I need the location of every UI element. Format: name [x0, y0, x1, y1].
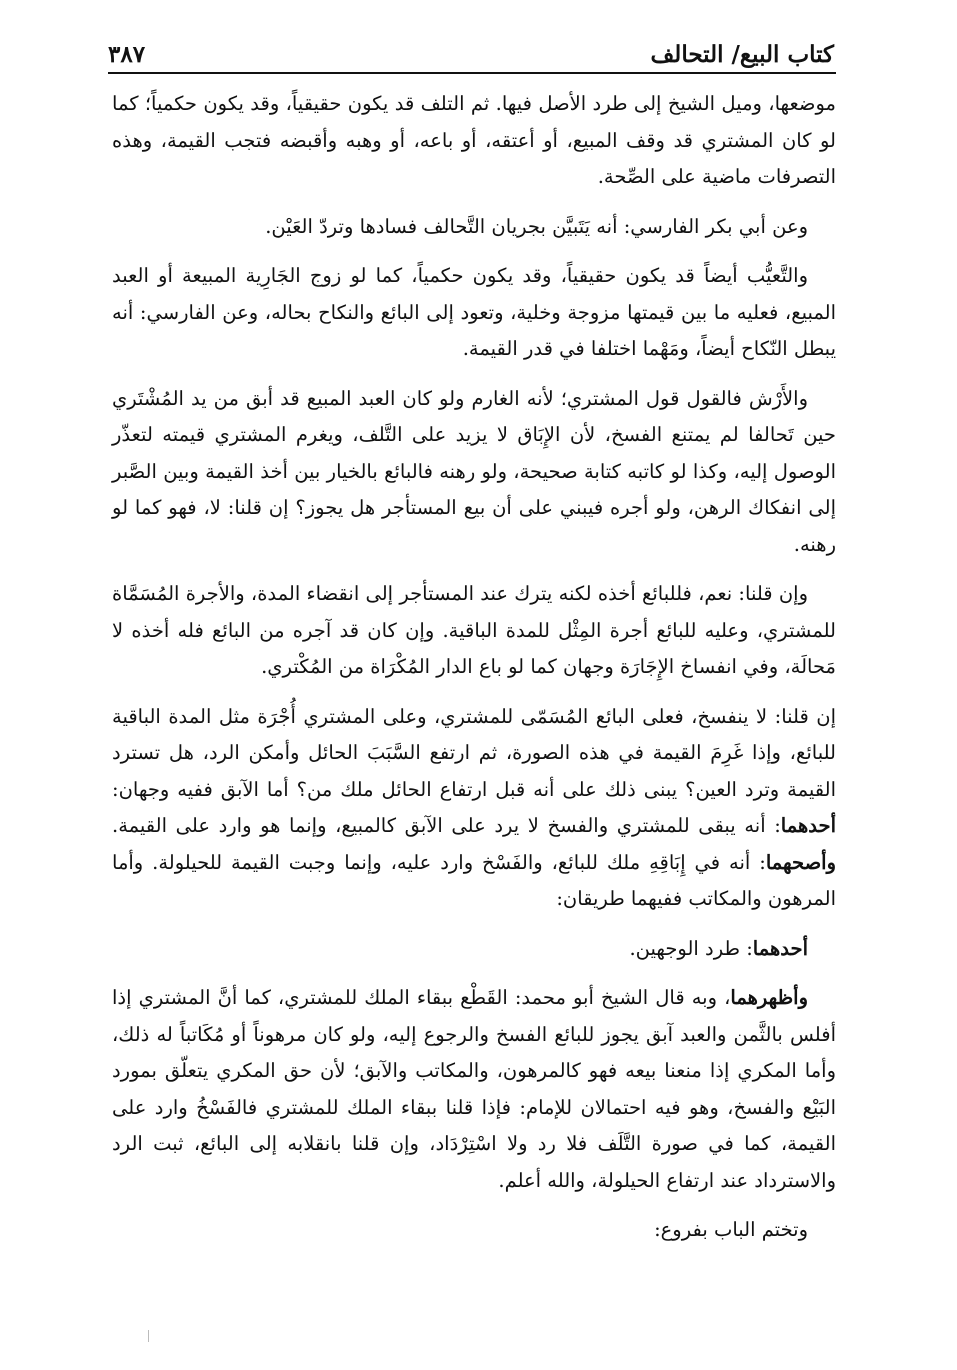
paragraph-7-bold: أحدهما — [752, 936, 808, 960]
paragraph-7 — [112, 931, 836, 968]
paragraph-9: وتختم الباب بفروع: — [654, 1218, 808, 1241]
page-body — [112, 86, 836, 1262]
paragraph-4: والأَرْش فالقول قول المشتري؛ لأنه الغارم ولو كان العبد المبيع قد أبق من يد المُشْتَري حين تَحالفا لم يمتنع الفسخ، لأن الإِبَاق لا يزيد على التَّلف، ويغرم المشتري قيمته لتعذّر الوصول إليه، وكذا لو كاتبه كتابة صحيحة، ولو رهنه فالبائع بالخيار بين أخذ القيمة وبين الصَّبر إلى انفكاك الرهن، ولو أجره فيبني على أن بيع المستأجر هل يجوز؟ إن قلنا: لا، فهو كما لو رهنه. — [112, 386, 836, 556]
paragraph-1: موضعها، وميل الشيخ إلى طرد الأصل فيها. ثم التلف قد يكون حقيقياً، وقد يكون حكمياً؛ كما لو كان المشتري قد وقف المبيع، أو أعتقه، أو باعه، أو وهبه وأقبضه فتجب القيمة، وهذه التصرفات ماضية على الصِّحة. — [112, 92, 836, 188]
paragraph-2: وعن أبي بكر الفارسي: أنه يَتَبيَّن بجريان التَّحالف فسادها وتردّ العَيْن. — [265, 214, 808, 238]
page-number: ٣٨٧ — [108, 41, 146, 68]
running-title: كتاب البيع/ التحالف — [650, 41, 834, 68]
paragraph-8 — [112, 980, 836, 1199]
paragraph-6-part-3: : أنه في إِبَاقِهِ ملك للبائع، والفَسْخ وارد عليه، وإنما وجبت القيمة للحيلولة. وأما المرهون والمكاتب ففيهما طريقان: — [112, 850, 836, 910]
paragraph-8-text: ، وبه قال الشيخ أبو محمد: القَطْع ببقاء الملك للمشتري، كما أنَّ المشتري إذا أفلس بالثَّمن والعبد آبق يجوز للبائع الفسخ والرجوع إليه، ولو كان مرهوناً أو مُكَاتباً له ذلك، وأما المكري إذا منعنا بيعه فهو كالمرهون، والمكاتب والآبق؛ لأن حق المكري يتعلّق بمورد البَيْع والفسخ، وهو فيه احتمالان للإمام: فإذا قلنا ببقاء الملك للمشتري فالفَسْخُ وارد على القيمة، كما في صورة التَّلَف فلا رد ولا اسْتِرْدَاد، وإن قلنا بانقلابه إلى البائع، ثبت الرد والاسترداد عند ارتفاع الحيلولة، والله أعلم. — [112, 986, 836, 1192]
paragraph-6-part-2: : أنه يبقى للمشتري والفسخ لا يرد على الآبق كالمبيع، وإنما هو وارد على القيمة. — [112, 814, 781, 837]
paragraph-6 — [112, 699, 836, 918]
paragraph-6-part-1: إن قلنا: لا ينفسخ، فعلى البائع المُسَمّى للمشتري، وعلى المشتري أُجْرَة مثل المدة الباقية للبائع، وإذا غَرِمَ القيمة في هذه الصورة، ثم ارتفع السَّبَبَ الحائل وأمكن الرد، هل تسترد القيمة وترد العين؟ يبنى ذلك على أنه قبل ارتفاع الحائل ملك من؟ أما الآبق ففيه وجهان: — [112, 704, 837, 801]
paragraph-8-bold: وأظهرهما — [730, 986, 808, 1009]
paragraph-6-bold-1: أحدهما — [780, 814, 836, 837]
header-rule — [108, 72, 836, 74]
paragraph-3: والتَّعيُّب أيضاً قد يكون حقيقياً، وقد يكون حكمياً، كما لو زوج الجَارِية المبيعة أو العبد المبيع، فعليه ما بين قيمتها مزوجة وخلية، وتعود إلى البائع والنكاح بحاله، وعن الفارسي: أنه يبطل النّكاح أيضاً، ومَهْما اختلفا في قدر القيمة. — [112, 264, 836, 360]
page-header — [108, 32, 834, 68]
paragraph-7-text: : طرد الوجهين. — [629, 936, 753, 960]
paragraph-5: وإن قلنا: نعم، فللبائع أخذه لكنه يترك عند المستأجر إلى انقضاء المدة، والأجرة المُسَمَّاة للمشتري، وعليه للبائع أجرة المِثْل للمدة الباقية. وإن كان قد آجره من البائع فله أخذه لا مَحالَة، وفي انفساخ الإِجَارَة وجهان كما لو باع الدار المُكْرَاة من المُكْتري. — [112, 582, 836, 678]
scan-mark — [148, 1330, 149, 1342]
paragraph-6-bold-2: وأصحهما — [765, 850, 836, 874]
